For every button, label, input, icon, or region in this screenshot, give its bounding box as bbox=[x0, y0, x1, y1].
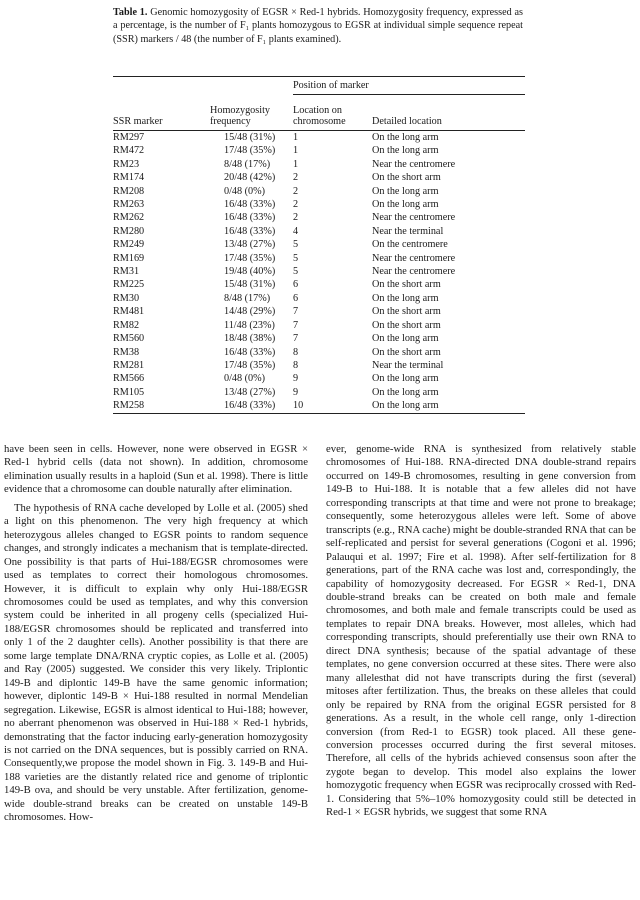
chromosome-cell: 8 bbox=[293, 346, 299, 358]
frequency-cell: 8/48 (17%) bbox=[224, 292, 271, 304]
frequency-cell: 14/48 (29%) bbox=[224, 306, 276, 318]
table-row bbox=[113, 346, 525, 359]
marker-cell: RM30 bbox=[113, 292, 140, 304]
detail-cell: On the short arm bbox=[372, 306, 441, 318]
frequency-cell: 15/48 (31%) bbox=[224, 132, 276, 143]
table-caption-label: Table 1. bbox=[113, 7, 148, 18]
detail-cell: Near the centromere bbox=[372, 158, 456, 170]
left-column-text bbox=[4, 443, 308, 825]
detail-cell: Near the centromere bbox=[372, 266, 456, 278]
detailed-location-header: Detailed location bbox=[372, 95, 525, 131]
table-caption-text: Genomic homozygosity of EGSR × Red-1 hybrids. Homozygosity frequency, expressed as a percentage, is the number of F₁ plants homozygous to EGSR at individual simple sequence repeat (SSR) markers / 48 (the number of F₁ plants examined). bbox=[113, 7, 523, 45]
marker-cell: RM38 bbox=[113, 346, 140, 358]
chromosome-cell: 5 bbox=[293, 266, 299, 278]
detail-cell: On the long arm bbox=[372, 399, 525, 413]
table-row bbox=[113, 211, 525, 224]
frequency-cell: 17/48 (35%) bbox=[224, 145, 276, 157]
frequency-cell: 20/48 (42%) bbox=[224, 172, 276, 184]
table-row bbox=[113, 372, 525, 385]
chromosome-cell: 9 bbox=[293, 386, 299, 398]
chromosome-cell: 6 bbox=[293, 279, 299, 291]
frequency-cell: 13/48 (27%) bbox=[224, 239, 276, 251]
frequency-cell: 16/48 (33%) bbox=[224, 199, 276, 211]
detail-cell: On the centromere bbox=[372, 239, 448, 251]
marker-cell: RM263 bbox=[113, 199, 145, 211]
chromosome-cell: 6 bbox=[293, 292, 299, 304]
marker-cell: RM31 bbox=[113, 266, 140, 278]
left-paragraph-1: have been seen in cells. However, none were observed in EGSR × Red-1 hybrid cells (data not shown). In addition, chromosome elimination usually results in a haploid (Sun et al. 1998). There is little evidence that a chromosome can double naturally after elimination. bbox=[4, 443, 308, 496]
marker-cell: RM280 bbox=[113, 225, 145, 237]
table-row bbox=[113, 225, 525, 238]
detail-cell: On the short arm bbox=[372, 319, 441, 331]
chromosome-cell: 1 bbox=[293, 145, 299, 157]
marker-cell: RM174 bbox=[113, 172, 145, 184]
frequency-cell: 18/48 (38%) bbox=[224, 333, 276, 345]
detail-cell: On the long arm bbox=[372, 333, 439, 345]
frequency-cell: 16/48 (33%) bbox=[224, 346, 276, 358]
chromosome-cell: 9 bbox=[293, 373, 299, 385]
frequency-cell: 0/48 (0%) bbox=[224, 373, 266, 385]
frequency-cell: 17/48 (35%) bbox=[224, 359, 276, 371]
table-row bbox=[113, 252, 525, 265]
marker-cell: RM249 bbox=[113, 239, 145, 251]
detail-cell: Near the terminal bbox=[372, 225, 444, 237]
ssr-marker-header: SSR marker bbox=[113, 95, 210, 131]
table-row bbox=[113, 305, 525, 318]
table-row bbox=[113, 238, 525, 251]
chromosome-header: Location on chromosome bbox=[293, 95, 372, 131]
detail-cell: On the short arm bbox=[372, 346, 441, 358]
frequency-header: Homozygosity frequency bbox=[210, 95, 293, 131]
homozygosity-table bbox=[113, 76, 525, 414]
marker-cell: RM169 bbox=[113, 252, 145, 264]
detail-cell: On the short arm bbox=[372, 172, 441, 184]
frequency-cell: 11/48 (23%) bbox=[224, 319, 275, 331]
chromosome-cell: 8 bbox=[293, 359, 299, 371]
marker-cell: RM23 bbox=[113, 158, 140, 170]
detail-cell: On the long arm bbox=[372, 199, 439, 211]
frequency-cell: 16/48 (33%) bbox=[224, 212, 276, 224]
table-row bbox=[113, 185, 525, 198]
table-row bbox=[113, 198, 525, 211]
chromosome-cell: 2 bbox=[293, 185, 299, 197]
chromosome-cell: 2 bbox=[293, 199, 299, 211]
frequency-cell: 0/48 (0%) bbox=[224, 185, 266, 197]
right-column-text bbox=[326, 443, 636, 820]
frequency-cell: 19/48 (40%) bbox=[224, 266, 276, 278]
marker-cell: RM566 bbox=[113, 373, 145, 385]
frequency-cell: 17/48 (35%) bbox=[224, 252, 276, 264]
marker-cell: RM297 bbox=[113, 132, 145, 143]
marker-cell: RM105 bbox=[113, 386, 145, 398]
chromosome-cell: 1 bbox=[293, 158, 299, 170]
position-of-marker-header: Position of marker bbox=[293, 77, 525, 95]
table-row bbox=[113, 292, 525, 305]
detail-cell: On the long arm bbox=[372, 145, 439, 157]
chromosome-cell: 1 bbox=[293, 132, 299, 143]
detail-cell: Near the centromere bbox=[372, 252, 456, 264]
detail-cell: On the short arm bbox=[372, 279, 441, 291]
table-row bbox=[113, 319, 525, 332]
detail-cell: On the long arm bbox=[372, 373, 439, 385]
detail-cell: On the long arm bbox=[372, 185, 439, 197]
chromosome-cell: 7 bbox=[293, 319, 299, 331]
table-row bbox=[113, 386, 525, 399]
chromosome-cell: 5 bbox=[293, 239, 299, 251]
frequency-cell: 16/48 (33%) bbox=[210, 399, 293, 413]
table-row bbox=[113, 131, 525, 145]
marker-cell: RM281 bbox=[113, 359, 145, 371]
frequency-cell: 16/48 (33%) bbox=[224, 225, 276, 237]
marker-cell: RM472 bbox=[113, 145, 145, 157]
detail-cell: On the long arm bbox=[372, 386, 439, 398]
table-row bbox=[113, 171, 525, 184]
table-row bbox=[113, 265, 525, 278]
frequency-cell: 13/48 (27%) bbox=[224, 386, 276, 398]
table-row bbox=[113, 158, 525, 171]
chromosome-cell: 2 bbox=[293, 172, 299, 184]
chromosome-cell: 2 bbox=[293, 212, 299, 224]
detail-cell: On the long arm bbox=[372, 132, 439, 143]
marker-cell: RM560 bbox=[113, 333, 145, 345]
left-paragraph-2: The hypothesis of RNA cache developed by Lolle et al. (2005) shed a light on this phenomenon. The very high frequency at which heterozygous alleles changed to EGSR points to random sequence changes, and strongly indicates a mechanism that is template-directed. One possibility is that parts of Hui-188/EGSR chromosomes were used as templates to correct their homologous chromosomes. However, it is difficult to explain why only Hui-188/EGSR chromosomes could be used as templates, and why this conversion system could be inherited in all progeny cells (specialized Hui-188/EGSR chromosomes should be replicated and transferred into only 1 of the 2 daughter cells). Another possibility is that there are some large template DNA/RNA cryptic copies, as Lolle et al. (2005) and Ray (2005) suggested. We consider this very likely. Triplontic 149-B and diplontic 149-B have the same genomic information; however, diplontic 149-B × Hui-188 resulted in normal Mendelian segregation. Likewise, EGSR is almost identical to Hui-188; however, no aberrant phenomenon was observed in Hui-188 × Red-1 hybrids, demonstrating that the factor inducing early-generation homozygosity is not carried on the DNA sequences, but is possibly carried on RNA. Consequently,we propose the model shown in Fig. 3. 149-B and Hui-188 varieties are the distantly related rice and genome of triplontic 149-B ova, and should be very unstable. After fertilization, genome-wide double-strand breaks can be created on unstable 149-B chromosomes. How- bbox=[4, 501, 308, 824]
chromosome-cell: 7 bbox=[293, 306, 299, 318]
table-row bbox=[113, 278, 525, 291]
marker-cell: RM225 bbox=[113, 279, 145, 291]
chromosome-cell: 4 bbox=[293, 225, 299, 237]
table-row bbox=[113, 359, 525, 372]
frequency-cell: 8/48 (17%) bbox=[224, 158, 271, 170]
detail-cell: Near the terminal bbox=[372, 359, 444, 371]
marker-cell: RM262 bbox=[113, 212, 145, 224]
marker-cell: RM208 bbox=[113, 185, 145, 197]
chromosome-cell: 5 bbox=[293, 252, 299, 264]
chromosome-cell: 10 bbox=[293, 399, 372, 413]
table-row bbox=[113, 399, 525, 413]
right-paragraph-1: ever, genome-wide RNA is synthesized from relatively stable chromosomes of Hui-188. RNA-directed DNA double-strand repairs occurred on 149-B chromosomes, resulting in gene conversion from 149-B to Hui-188. It is notable that a few alleles did not have corresponding transcripts at that time and were not prone to breakage; consequently, some heterozygous alleles were left. Some of above transcripts (e.g., RNA cache) might be double-stranded RNA that can be self-replicated and persist for several generations (Cogoni et al. 1996; Palauqui et al. 1997; Fire et al. 1998). After self-fertilization for 8 generations, part of the RNA cache was lost and, correspondingly, the capability of homozygosity decreased. For EGSR × Red-1, DNA double-strand breaks can be created on both male and female chromosomes, and both male and female transcripts could be used as templates to repair DNA breaks. However, most alleles, which had corresponding transcripts, should preferentially use their own RNA to direct DNA synthesis; because of the spatial advantage of these templates, no gene conversion occurred at these sites. There were also many allelesthat did not have transcripts during the first (several) mitoses after fertilization. Thus, the breaks on these alleles that could only be repaired by RNA from the original EGSR persisted for 8 generations. As a result, in the whole cell range, only 1-direction conversion (from Red-1 to EGSR) took placed. All these gene-conversion processes occurred during the first several mitoses. Therefore, all cells of the hybrids achieved consensus soon after the zygote began to develop. This model also explains the lower homozygotic frequency when EGSR was reciprocally crossed with Red-1. Considering that 5%–10% homozygosity could still be detected in Red-1 × EGSR hybrids, we suggest that some RNA bbox=[326, 443, 636, 819]
detail-cell: Near the centromere bbox=[372, 212, 456, 224]
marker-cell: RM82 bbox=[113, 319, 140, 331]
marker-cell: RM481 bbox=[113, 306, 145, 318]
frequency-cell: 15/48 (31%) bbox=[224, 279, 276, 291]
table-caption bbox=[113, 6, 523, 46]
detail-cell: On the long arm bbox=[372, 292, 439, 304]
chromosome-cell: 7 bbox=[293, 333, 299, 345]
table-row bbox=[113, 332, 525, 345]
table-row bbox=[113, 144, 525, 157]
marker-cell: RM258 bbox=[113, 399, 210, 413]
